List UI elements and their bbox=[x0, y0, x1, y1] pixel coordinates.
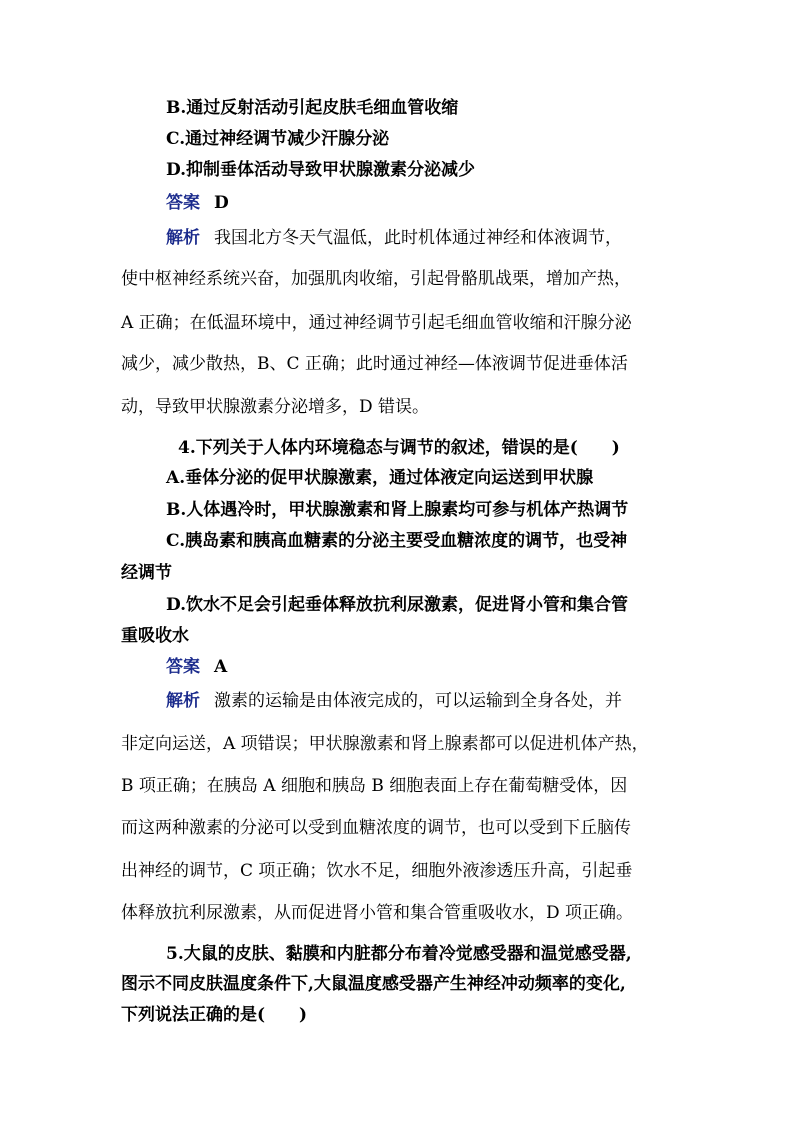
q4-option-d: D.饮水不足会引起垂体释放抗利尿激素，促进肾小管和集合管 bbox=[166, 595, 629, 615]
q4-option-b: B.人体遇冷时，甲状腺激素和肾上腺素均可参与机体产热调节 bbox=[166, 500, 629, 520]
q5-stem-line-1: 5.大鼠的皮肤、黏膜和内脏都分布着冷觉感受器和温觉感受器, bbox=[166, 944, 632, 964]
q5-stem-line-3: 下列说法正确的是( ) bbox=[121, 1005, 308, 1025]
analysis-label: 解析 bbox=[166, 228, 200, 248]
q4-analysis-line-6: 体释放抗利尿激素，从而促进肾小管和集合管重吸收水，D 项正确。 bbox=[121, 903, 634, 923]
q3-answer bbox=[166, 192, 229, 214]
q3-option-b: B.通过反射活动引起皮肤毛细血管收缩 bbox=[166, 98, 459, 118]
q4-stem: 4.下列关于人体内环境稳态与调节的叙述，错误的是( ) bbox=[178, 438, 620, 458]
q4-option-c-cont: 经调节 bbox=[121, 563, 172, 583]
answer-label: 答案 bbox=[166, 193, 200, 213]
answer-value: D bbox=[214, 193, 229, 213]
q3-analysis-line-3: A 正确；在低温环境中，通过神经调节引起毛细血管收缩和汗腺分泌 bbox=[121, 313, 632, 333]
q3-option-d: D.抑制垂体活动导致甲状腺激素分泌减少 bbox=[166, 160, 476, 180]
q4-option-a: A.垂体分泌的促甲状腺激素，通过体液定向运送到甲状腺 bbox=[166, 468, 594, 488]
answer-value: A bbox=[214, 657, 228, 677]
q3-analysis-line-4: 减少，减少散热，B、C 正确；此时通过神经—体液调节促进垂体活 bbox=[121, 354, 628, 374]
q4-option-c: C.胰岛素和胰高血糖素的分泌主要受血糖浓度的调节，也受神 bbox=[166, 531, 628, 551]
q4-answer bbox=[166, 656, 227, 678]
q3-analysis-line-5: 动，导致甲状腺激素分泌增多，D 错误。 bbox=[121, 397, 430, 417]
q4-analysis-line-5: 出神经的调节，C 项正确；饮水不足，细胞外液渗透压升高，引起垂 bbox=[121, 861, 633, 881]
q4-analysis-line-2: 非定向运送，A 项错误；甲状腺激素和肾上腺素都可以促进机体产热， bbox=[121, 734, 649, 754]
q4-analysis-line-1: 解析 激素的运输是由体液完成的，可以运输到全身各处，并 bbox=[166, 691, 622, 711]
q3-option-c: C.通过神经调节减少汗腺分泌 bbox=[166, 129, 390, 149]
q5-stem-line-2: 图示不同皮肤温度条件下,大鼠温度感受器产生神经冲动频率的变化, bbox=[121, 974, 626, 994]
q3-analysis-line-1: 解析 我国北方冬天气温低，此时机体通过神经和体液调节， bbox=[166, 228, 622, 248]
q4-analysis-line-3: B 项正确；在胰岛 A 细胞和胰岛 B 细胞表面上存在葡萄糖受体，因 bbox=[121, 776, 628, 796]
q4-option-d-cont: 重吸收水 bbox=[121, 626, 189, 646]
q3-analysis-line-2: 使中枢神经系统兴奋，加强肌肉收缩，引起骨骼肌战栗，增加产热， bbox=[121, 269, 631, 289]
q4-analysis-line-4: 而这两种激素的分泌可以受到血糖浓度的调节，也可以受到下丘脑传 bbox=[121, 818, 631, 838]
answer-label: 答案 bbox=[166, 657, 200, 677]
analysis-label: 解析 bbox=[166, 691, 200, 711]
